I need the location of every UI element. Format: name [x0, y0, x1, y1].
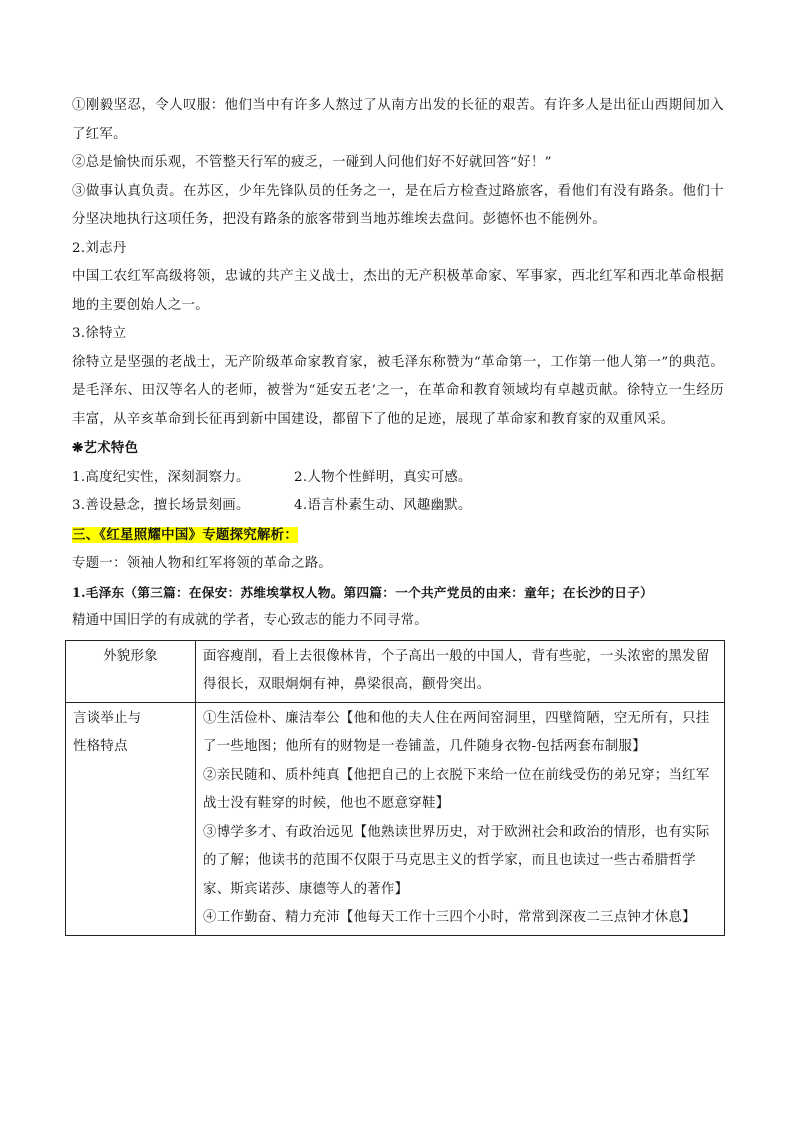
- section3-heading-line: [72, 521, 724, 551]
- trait-item: ①生活俭朴、廉洁奉公【他和他的夫人住在两间窑洞里，四壁简陋，空无所有，只挂了一些地图；他所有的财物是一卷铺盖，几件随身衣物-包括两套布制服】: [203, 710, 710, 754]
- table-content-cell: [196, 702, 725, 935]
- mao-traits-table: [65, 640, 725, 936]
- table-label-cell: 外貌形象: [66, 640, 196, 702]
- art-features-title: 艺术特色: [83, 440, 139, 456]
- art-feature-item: 4.语言朴素生动、风趣幽默。: [294, 498, 472, 513]
- art-features-row: [72, 464, 724, 493]
- trait-paragraph: ①刚毅坚忍，令人叹服：他们当中有许多人熬过了从南方出发的长征的艰苦。有许多人是出征山西期间加入了红军。: [72, 98, 724, 142]
- trait-item: ③博学多才、有政治远见【他熟读世界历史，对于欧洲社会和政治的情形，也有实际的了解；他读书的范围不仅限于马克思主义的哲学家，而且也读过一些古希腊哲学家、斯宾诺莎、康德等人的著作】: [203, 824, 710, 897]
- trait-paragraph: ②总是愉快而乐观，不管整天行军的疲乏，一碰到人问他们好不好就回答“好！”: [72, 155, 552, 170]
- art-features-row: [72, 492, 724, 521]
- mao-intro: 精通中国旧学的有成就的学者，专心致志的能力不同寻常。: [72, 613, 428, 628]
- art-feature-item: 1.高度纪实性，深刻洞察力。: [72, 469, 250, 485]
- trait-paragraph: ③做事认真负责。在苏区，少年先锋队员的任务之一，是在后方检查过路旅客，看他们有没有路条。他们十分坚决地执行这项任务，把没有路条的旅客带到当地苏维埃去盘问。彭德怀也不能例外。: [72, 183, 724, 227]
- xu-teli-heading: 3.徐特立: [72, 326, 127, 341]
- xu-teli-text: 徐特立是坚强的老战士，无产阶级革命家教育家，被毛泽东称赞为“革命第一，工作第一他人第一”的典范。是毛泽东、田汉等名人的老师，被誉为“延安五老’之一，在革命和教育领域均有卓越贡献。徐特立一生经历丰富，从辛亥革命到长征再到新中国建设，都留下了他的足迹，展现了革命家和教育家的双重风采。: [72, 354, 724, 427]
- art-feature-item: 2.人物个性鲜明，真实可感。: [294, 469, 472, 485]
- table-row: [66, 702, 725, 935]
- trait-item: ④工作勤奋、精力充沛【他每天工作十三四个小时，常常到深夜二三点钟才休息】: [203, 910, 696, 925]
- topic1: 专题一：领袖人物和红军将领的革命之路。: [72, 556, 333, 571]
- document-page: [72, 92, 724, 936]
- table-row: [66, 640, 725, 702]
- table-content-cell: 面容瘦削，看上去很像林肯，个子高出一般的中国人，背有些驼，一头浓密的黑发留得很长，双眼炯炯有神，鼻梁很高，颧骨突出。: [196, 640, 725, 702]
- table-label-cell: [66, 702, 196, 935]
- art-feature-item: 3.善设悬念，擅长场景刻画。: [72, 498, 250, 513]
- label-line: 言谈举止与: [73, 710, 142, 726]
- mao-heading: 1.毛泽东（第三篇：在保安：苏维埃掌权人物。第四篇：一个共产党员的由来：童年；在长沙的日子）: [72, 584, 654, 600]
- trait-item: ②亲民随和、质朴纯真【他把自己的上衣脱下来给一位在前线受伤的弟兄穿；当红军战士没有鞋穿的时候，他也不愿意穿鞋】: [203, 767, 710, 811]
- liu-zhidan-heading: 2.刘志丹: [72, 240, 127, 256]
- section3-heading: 三、《红星照耀中国》专题探究解析：: [72, 526, 299, 543]
- liu-zhidan-text: 中国工农红军高级将领，忠诚的共产主义战士，杰出的无产积极革命家、军事家，西北红军和西北革命根据地的主要创始人之一。: [72, 269, 724, 313]
- star-bullet-icon: ❋: [72, 440, 84, 456]
- art-features-heading: [72, 434, 724, 464]
- label-line: 性格特点: [73, 739, 128, 754]
